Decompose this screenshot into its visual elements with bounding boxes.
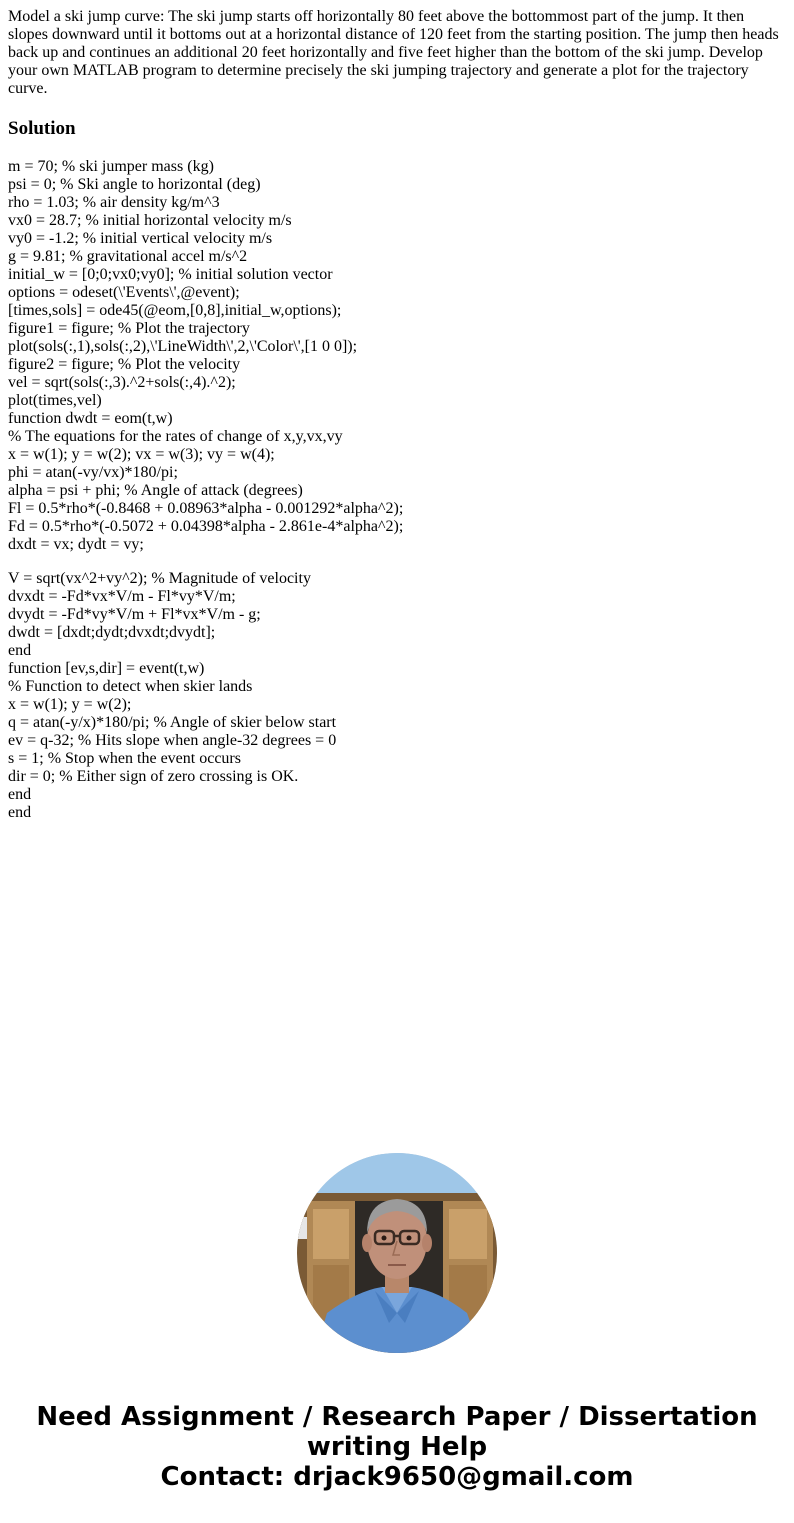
code-line: vy0 = -1.2; % initial vertical velocity m/s xyxy=(8,230,273,247)
code-line: dwdt = [dxdt;dydt;dvxdt;dvydt]; xyxy=(8,624,216,641)
code-line: dir = 0; % Either sign of zero crossing is OK. xyxy=(8,768,299,785)
matlab-code xyxy=(8,158,786,822)
code-line: % The equations for the rates of change of x,y,vx,vy xyxy=(8,428,343,445)
code-line: figure2 = figure; % Plot the velocity xyxy=(8,356,241,373)
code-line: ev = q-32; % Hits slope when angle-32 degrees = 0 xyxy=(8,732,337,749)
code-line: vx0 = 28.7; % initial horizontal velocity m/s xyxy=(8,212,292,229)
code-line: plot(times,vel) xyxy=(8,392,102,409)
code-line: Fd = 0.5*rho*(-0.5072 + 0.04398*alpha - 2.861e-4*alpha^2); xyxy=(8,518,404,535)
code-line: s = 1; % Stop when the event occurs xyxy=(8,750,241,767)
code-line: options = odeset(\'Events\',@event); xyxy=(8,284,240,301)
code-line: end xyxy=(8,786,32,803)
code-line: dvydt = -Fd*vy*V/m + Fl*vx*V/m - g; xyxy=(8,606,261,623)
promo-line-1: Need Assignment / Research Paper / Dissertation xyxy=(36,1402,758,1432)
code-line: vel = sqrt(sols(:,3).^2+sols(:,4).^2); xyxy=(8,374,236,391)
promo-contact: Contact: drjack9650@gmail.com xyxy=(160,1462,634,1492)
problem-statement: Model a ski jump curve: The ski jump starts off horizontally 80 feet above the bottommost part of the jump. It then slopes downward until it bottoms out at a horizontal distance of 120 feet from the starting position. The jump then heads back up and continues an additional 20 feet horizontally and five feet higher than the bottom of the ski jump. Develop your own MATLAB program to determine precisely the ski jumping trajectory and generate a plot for the trajectory curve. xyxy=(8,8,779,97)
code-line: q = atan(-y/x)*180/pi; % Angle of skier below start xyxy=(8,714,337,731)
author-avatar xyxy=(297,1153,497,1353)
code-line: Fl = 0.5*rho*(-0.8468 + 0.08963*alpha - 0.001292*alpha^2); xyxy=(8,500,404,517)
code-line: dvxdt = -Fd*vx*V/m - Fl*vy*V/m; xyxy=(8,588,236,605)
code-line: end xyxy=(8,642,32,659)
code-line: x = w(1); y = w(2); vx = w(3); vy = w(4); xyxy=(8,446,275,463)
code-line: initial_w = [0;0;vx0;vy0]; % initial solution vector xyxy=(8,266,333,283)
code-line: psi = 0; % Ski angle to horizontal (deg) xyxy=(8,176,261,193)
promo-line-2: writing Help xyxy=(306,1432,488,1462)
code-line: x = w(1); y = w(2); xyxy=(8,696,132,713)
code-line: plot(sols(:,1),sols(:,2),\'LineWidth\',2,\'Color\',[1 0 0]); xyxy=(8,338,358,355)
code-line: alpha = psi + phi; % Angle of attack (degrees) xyxy=(8,482,303,499)
code-line: phi = atan(-vy/vx)*180/pi; xyxy=(8,464,178,481)
code-line: dxdt = vx; dydt = vy; xyxy=(8,536,144,553)
person-photo-icon xyxy=(297,1153,497,1353)
code-line: function dwdt = eom(t,w) xyxy=(8,410,173,427)
solution-heading: Solution xyxy=(8,118,76,139)
code-line: figure1 = figure; % Plot the trajectory xyxy=(8,320,250,337)
code-line: m = 70; % ski jumper mass (kg) xyxy=(8,158,214,175)
code-line: end xyxy=(8,804,32,821)
document-content xyxy=(8,8,786,822)
code-line: function [ev,s,dir] = event(t,w) xyxy=(8,660,205,677)
code-line: g = 9.81; % gravitational accel m/s^2 xyxy=(8,248,248,265)
code-gap xyxy=(8,554,786,570)
promo-banner xyxy=(0,1402,794,1492)
code-line: rho = 1.03; % air density kg/m^3 xyxy=(8,194,220,211)
code-line: % Function to detect when skier lands xyxy=(8,678,253,695)
code-line: [times,sols] = ode45(@eom,[0,8],initial_w,options); xyxy=(8,302,342,319)
code-line: V = sqrt(vx^2+vy^2); % Magnitude of velocity xyxy=(8,570,311,587)
